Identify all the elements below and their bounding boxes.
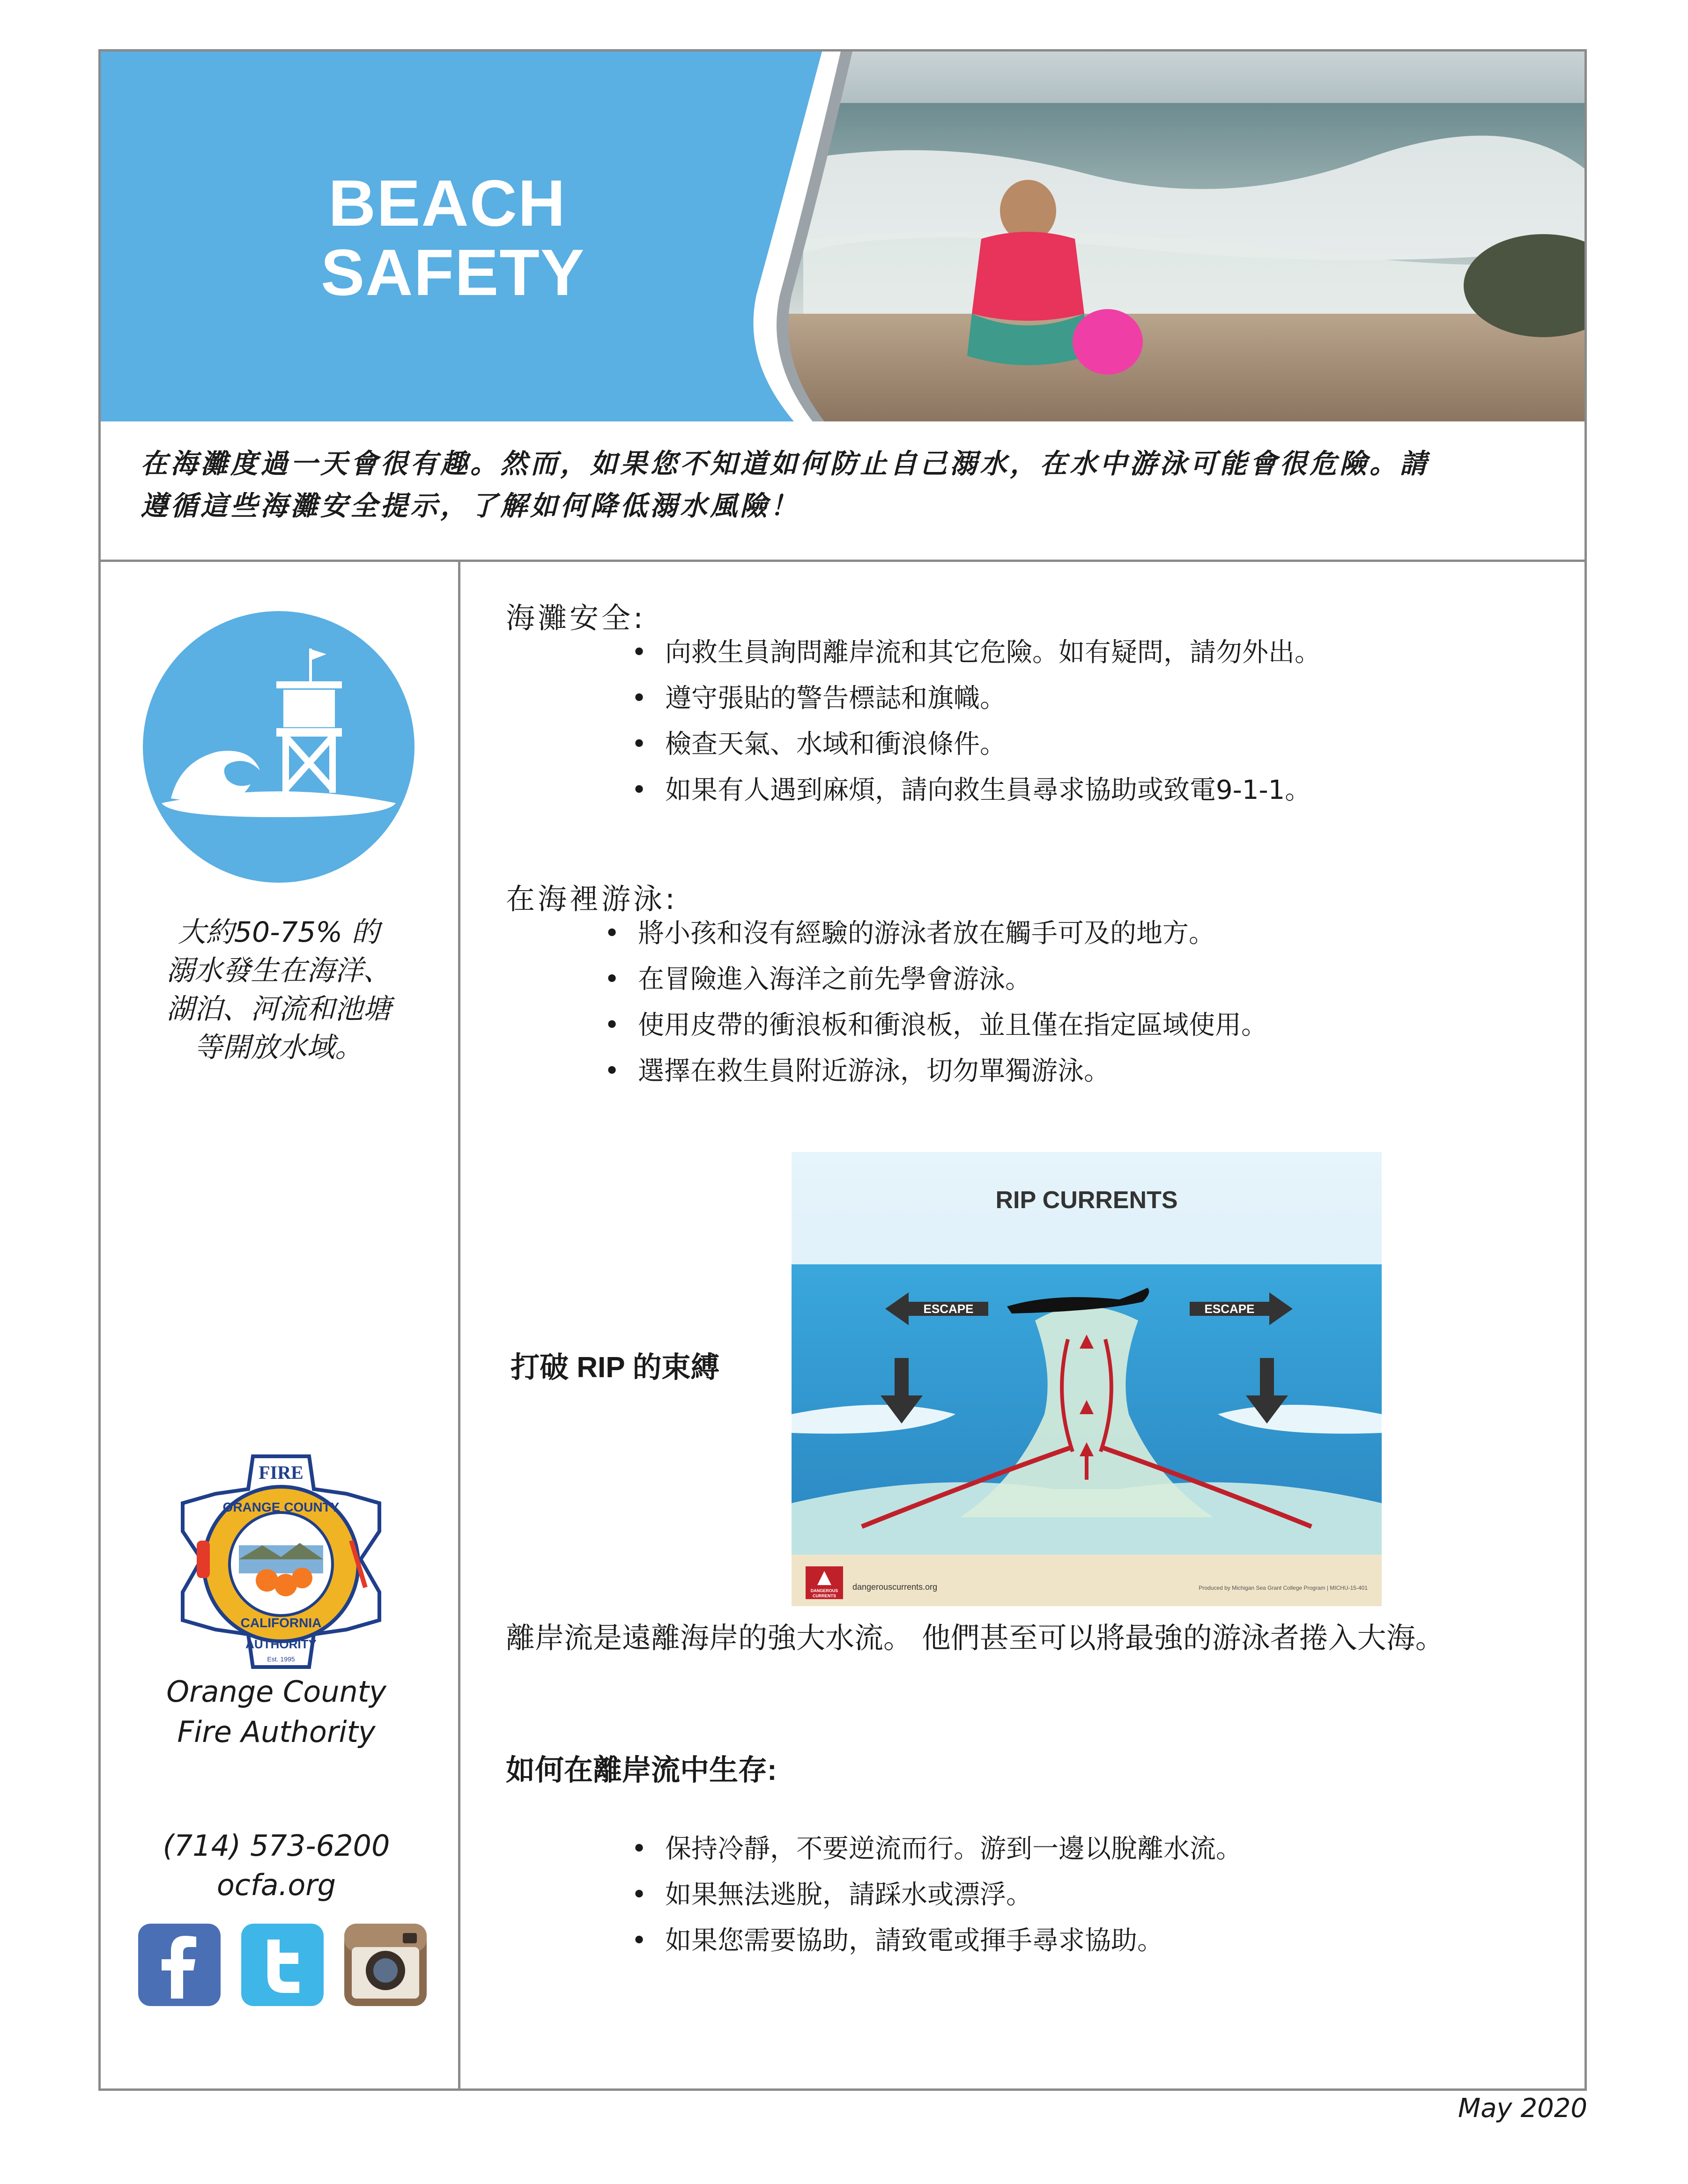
badge-line-1: DANGEROUS [810, 1588, 838, 1593]
diagram-title: RIP CURRENTS [995, 1187, 1178, 1214]
survive-heading: 如何在離岸流中生存: [506, 1754, 777, 1786]
contact-info [136, 1826, 417, 1905]
list-item: • 選擇在救生員附近游泳，切勿單獨游泳。 [604, 1048, 1267, 1094]
intro-text [141, 443, 1569, 527]
diagram-site: dangerouscurrents.org [852, 1582, 938, 1592]
intro-line-2: 遵循這些海灘安全提示，了解如何降低溺水風險！ [141, 490, 800, 522]
title-line-2: SAFETY [321, 236, 585, 309]
list-item: • 檢查天氣、水域和衝浪條件。 [631, 722, 1321, 767]
intro-line-1: 在海灘度過一天會很有趣。然而，如果您不知道如何防止自己溺水，在水中游泳可能會很危險。請 [141, 448, 1430, 480]
organization-name [136, 1672, 417, 1752]
logo-authority-text: AUTHORITY [245, 1637, 317, 1651]
title-line-1: BEACH [328, 166, 566, 240]
phone-number: (714) 573-6200 [163, 1829, 390, 1863]
ocean-swimming-heading: 在海裡游泳: [506, 882, 678, 916]
list-item: • 保持冷靜，不要逆流而行。游到一邊以脫離水流。 [631, 1826, 1242, 1872]
logo-ring-bottom-text: CALIFORNIA [240, 1616, 322, 1630]
list-item: • 如果有人遇到麻煩，請向救生員尋求協助或致電9-1-1。 [631, 767, 1321, 813]
org-line: Fire Authority [177, 1715, 376, 1749]
stat-line: 等開放水域。 [194, 1031, 363, 1064]
ocfa-logo [173, 1452, 389, 1672]
list-item: • 如果無法逃脫，請踩水或漂浮。 [631, 1872, 1242, 1918]
list-item: • 在冒險進入海洋之前先學會游泳。 [604, 957, 1267, 1003]
beach-safety-list [631, 630, 1321, 813]
escape-right-label: ESCAPE [1204, 1302, 1255, 1316]
stat-line: 大約50-75% 的 [178, 916, 380, 949]
instagram-icon[interactable] [344, 1924, 427, 2006]
org-line: Orange County [166, 1675, 386, 1709]
survive-list [631, 1826, 1242, 1964]
logo-est-text: Est. 1995 [267, 1655, 295, 1663]
stat-line: 湖泊、河流和池塘 [166, 993, 391, 1026]
rip-label: 打破 RIP 的束縛 [511, 1351, 720, 1384]
drowning-stat [141, 913, 417, 1067]
list-item: • 將小孩和沒有經驗的游泳者放在觸手可及的地方。 [604, 911, 1267, 957]
list-item: • 遵守張貼的警告標誌和旗幟。 [631, 676, 1321, 722]
logo-fire-text: FIRE [259, 1462, 304, 1483]
escape-left-label: ESCAPE [923, 1302, 974, 1316]
website-link[interactable]: ocfa.org [216, 1868, 336, 1902]
twitter-icon[interactable] [241, 1924, 324, 2006]
list-item: • 使用皮帶的衝浪板和衝浪板，並且僅在指定區域使用。 [604, 1003, 1267, 1048]
list-item: • 如果您需要協助，請致電或揮手尋求協助。 [631, 1918, 1242, 1964]
stat-line: 溺水發生在海洋、 [166, 954, 391, 987]
badge-line-2: CURRENTS [812, 1594, 837, 1598]
divider-vertical [458, 561, 460, 2091]
ocean-swimming-list [604, 911, 1267, 1094]
divider-horizontal [98, 560, 1587, 562]
diagram-credit: Produced by Michigan Sea Grant College Program | MICHU-15-401 [1199, 1585, 1368, 1591]
logo-ring-top-text: ORANGE COUNTY [222, 1500, 340, 1514]
beach-safety-heading: 海灘安全: [506, 601, 646, 635]
lifeguard-tower-wave-icon [143, 611, 415, 883]
list-item: • 向救生員詢問離岸流和其它危險。如有疑問，請勿外出。 [631, 630, 1321, 676]
facebook-icon[interactable] [138, 1924, 221, 2006]
footer-date: May 2020 [1458, 2093, 1587, 2124]
rip-currents-diagram [792, 1152, 1382, 1606]
rip-description: 離岸流是遠離海岸的強大水流。 他們甚至可以將最強的游泳者捲入大海。 [506, 1621, 1444, 1655]
